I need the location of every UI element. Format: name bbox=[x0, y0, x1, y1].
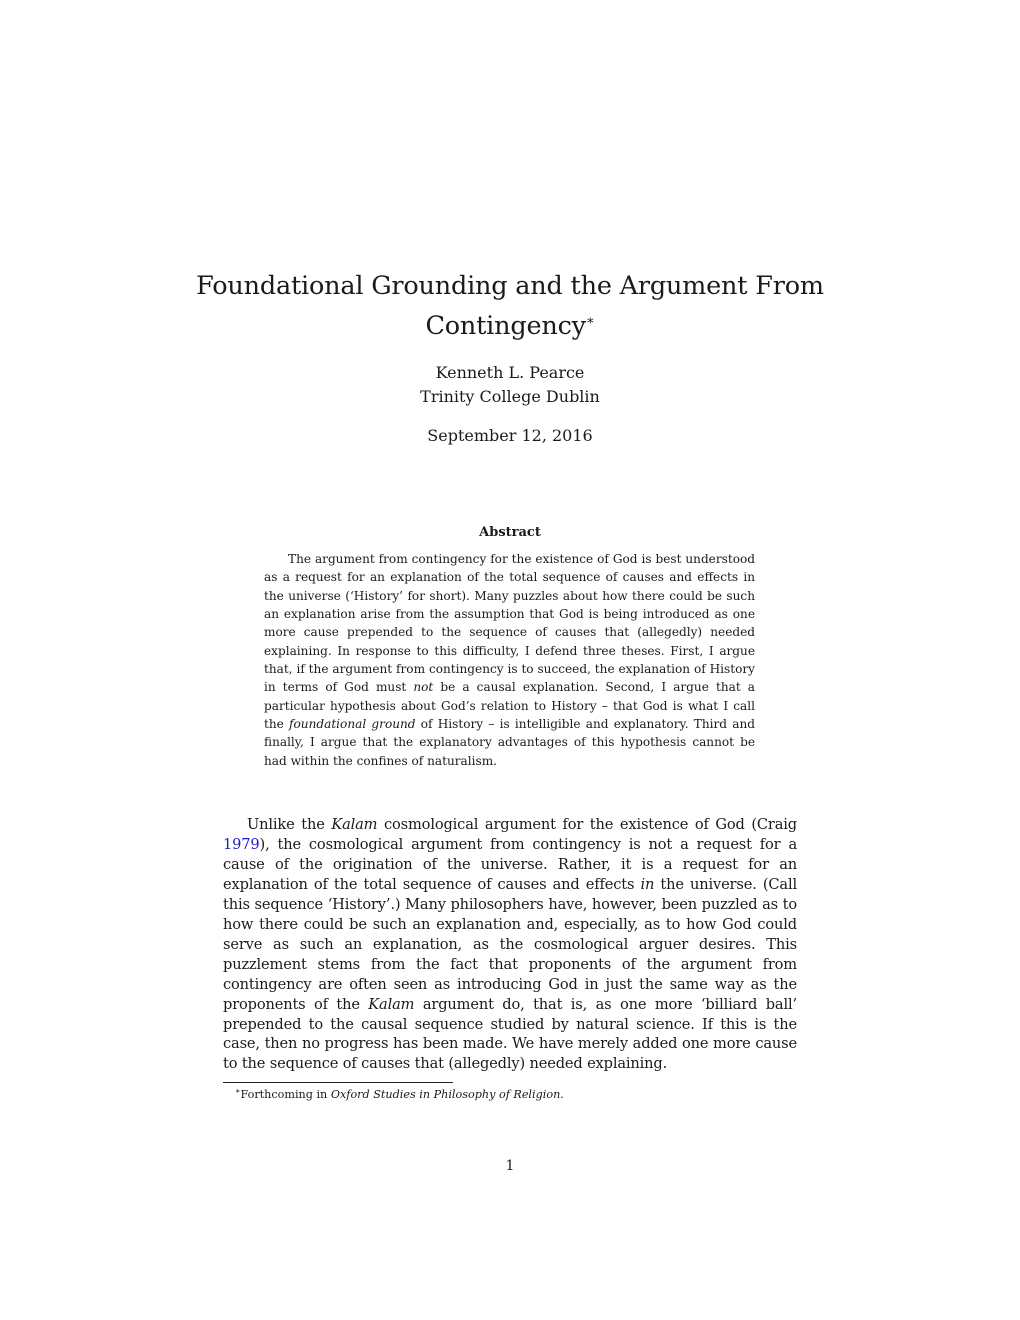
footnote-text: Forthcoming in bbox=[240, 1088, 331, 1101]
abstract-text bbox=[264, 550, 755, 770]
abstract-text-part: of History – is intelligible and explanatory. Third and finally, I argue that the explanatory advantages of this hypothesis cannot be had within the confines of naturalism. bbox=[264, 717, 755, 768]
footnote bbox=[235, 1086, 795, 1104]
page-number: 1 bbox=[505, 1158, 515, 1174]
body-text-part: the universe. (Call this sequence ‘History’.) Many philosophers have, however, been puzzled as to how there could be such an explanation and, especially, as to how God could serve as such an explanation, as the cosmological arguer desires. This puzzlement stems from the fact that proponents of the argument from contingency are often seen as introducing God in just the same way as the proponents of the bbox=[223, 875, 797, 1013]
author-affiliation: Trinity College Dublin bbox=[420, 387, 600, 406]
footnote-venue: Oxford Studies in Philosophy of Religion bbox=[330, 1088, 561, 1101]
body-emphasis-kalam: Kalam bbox=[331, 816, 378, 833]
title-text: Foundational Grounding and the Argument From Contingency bbox=[196, 271, 824, 341]
body-text-part: argument do, that is, as one more ‘billiard ball’ prepended to the causal sequence studied by natural science. If this is the case, then no progress has been made. We have merely added one more cause to the sequence of causes that (allegedly) needed explaining. bbox=[223, 995, 797, 1073]
abstract-emphasis-not: not bbox=[413, 680, 434, 695]
abstract-text-part: The argument from contingency for the existence of God is best understood as a request for an explanation of the total sequence of causes and effects in the universe (‘History’ for short). Many puzzles about how there could be such an explanation arise from the assumption that God is being introduced as one more cause prepended to the sequence of causes that (allegedly) needed explaining. In response to this difficulty, I defend three theses. First, I argue that, if the argument from contingency is to succeed, the explanation of History in terms of God must bbox=[264, 552, 755, 695]
body-emphasis-kalam: Kalam bbox=[368, 995, 415, 1013]
footnote-text: . bbox=[560, 1088, 564, 1101]
footnote-mark: ∗ bbox=[235, 1086, 241, 1096]
body-text-part: cosmological argument for the existence of God (Craig bbox=[377, 816, 797, 833]
body-paragraph bbox=[223, 815, 797, 1074]
paper-title bbox=[160, 266, 860, 346]
footnote-rule bbox=[223, 1082, 453, 1083]
abstract-emphasis-foundational-ground: foundational ground bbox=[289, 717, 416, 732]
author-name: Kenneth L. Pearce bbox=[435, 363, 585, 382]
paper-date: September 12, 2016 bbox=[427, 426, 593, 445]
abstract-heading: Abstract bbox=[479, 525, 541, 540]
title-footnote-mark: ∗ bbox=[585, 313, 595, 329]
body-emphasis-in: in bbox=[640, 875, 655, 893]
citation-link-craig-1979[interactable]: 1979 bbox=[223, 835, 260, 853]
body-text-part: ), the cosmological argument from contingency is not a request for a cause of the origination of the universe. Rather, it is a request for an explanation of the total sequence of causes and effects bbox=[223, 835, 797, 893]
abstract-text-part: be a causal explanation. Second, I argue that a particular hypothesis about God’s relation to History – that God is what I call the bbox=[264, 680, 755, 732]
body-text-part: Unlike the bbox=[247, 816, 332, 833]
